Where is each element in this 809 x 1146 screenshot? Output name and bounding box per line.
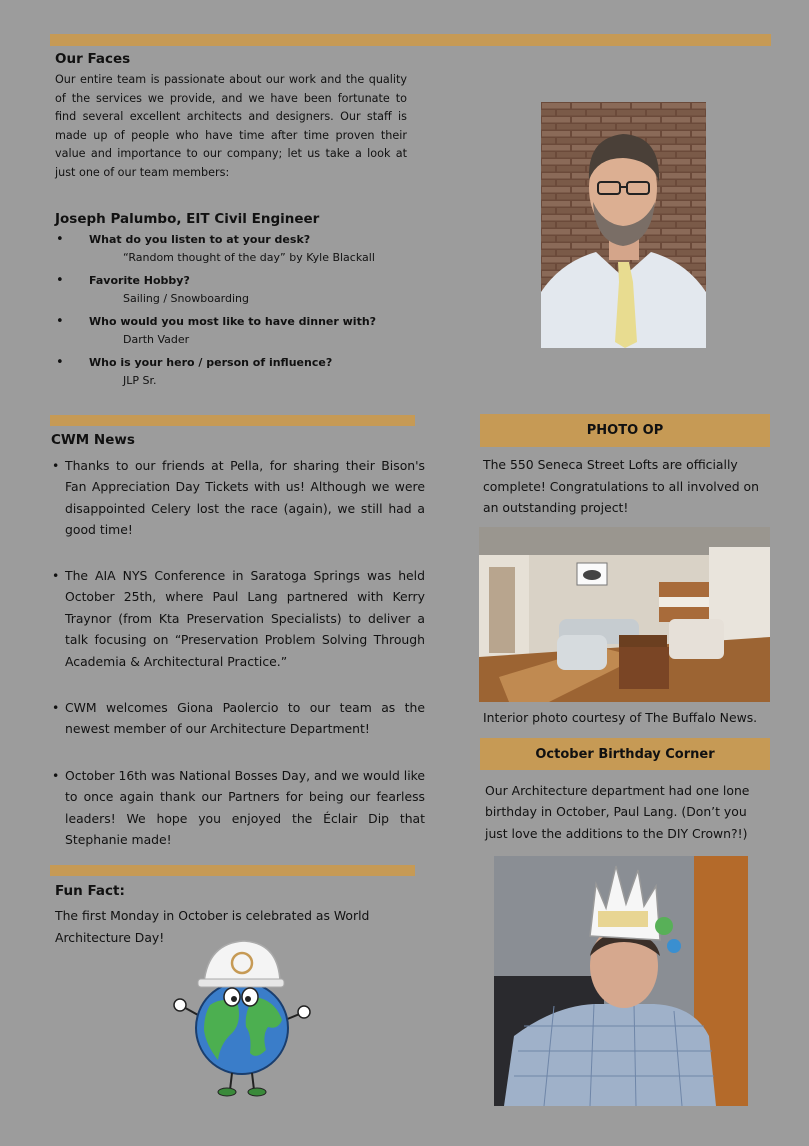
profile-name: Joseph Palumbo, EIT Civil Engineer	[55, 211, 320, 227]
fun-fact-text: The first Monday in October is celebrated as World Architecture Day!	[55, 908, 370, 945]
news-text: October 16th was National Bosses Day, and we would like to once again thank our Partners for being our fearless leaders! We hope you enjoyed the Éclair Dip that Stephanie made!	[65, 768, 425, 848]
birthday-photo	[494, 856, 748, 1106]
bullet: •	[56, 355, 64, 370]
photo-op-text: The 550 Seneca Street Lofts are officially complete! Congratulations to all involved on an outstanding project!	[483, 457, 759, 515]
qa-question: Favorite Hobby?	[89, 274, 190, 287]
photo-op-header	[480, 414, 770, 447]
birthday-header	[480, 738, 770, 770]
news-text: Thanks to our friends at Pella, for sharing their Bison's Fan Appreciation Day Tickets with us! Although we were disappointed Celery lost the race (again), we still had a good time!	[65, 458, 425, 538]
our-faces-title: Our Faces	[55, 51, 131, 67]
profile-photo	[541, 102, 706, 348]
news-item	[50, 765, 425, 851]
qa-question: Who is your hero / person of influence?	[89, 356, 333, 369]
qa-item	[56, 232, 409, 274]
qa-answer: Darth Vader	[123, 333, 190, 346]
bullet: •	[52, 768, 60, 783]
loft-interior-photo	[479, 527, 770, 702]
bullet: •	[52, 700, 60, 715]
qa-item	[56, 314, 409, 356]
birthday-text: Our Architecture department had one lone birthday in October, Paul Lang. (Don’t you just love the additions to the DIY Crown?!)	[485, 783, 750, 841]
section-divider-funfact	[50, 865, 415, 876]
qa-question: Who would you most like to have dinner with?	[89, 315, 377, 328]
photo-op-title: PHOTO OP	[586, 423, 664, 438]
news-text: CWM welcomes Giona Paolercio to our team as the newest member of our Architecture Department!	[65, 700, 425, 737]
qa-item	[56, 355, 409, 397]
bullet: •	[56, 314, 64, 329]
section-divider-top	[50, 34, 771, 46]
qa-answer: “Random thought of the day” by Kyle Blackall	[123, 251, 375, 264]
news-item	[50, 565, 425, 672]
qa-item	[56, 273, 409, 315]
bullet: •	[52, 568, 60, 583]
globe-mascot-illustration	[170, 935, 315, 1100]
qa-question: What do you listen to at your desk?	[89, 233, 311, 246]
news-item	[50, 697, 425, 740]
fun-fact-title: Fun Fact:	[55, 883, 125, 899]
bullet: •	[56, 273, 64, 288]
our-faces-intro: Our entire team is passionate about our work and the quality of the services we provide, and we have been fortunate to find several excellent architects and designers. Our staff is made up of people who have time after time proven their value and importance to our company; let us take a look at just one of our team members:	[55, 73, 407, 179]
photo-op-caption: Interior photo courtesy of The Buffalo News.	[483, 710, 758, 725]
news-text: The AIA NYS Conference in Saratoga Springs was held October 25th, where Paul Lang partnered with Kerry Traynor (from Kta Preservation Specialists) to deliver a talk focusing on “Preservation Problem Solving Through Academia & Architectural Practice.”	[65, 568, 425, 669]
birthday-title: October Birthday Corner	[535, 746, 715, 762]
section-divider-news	[50, 415, 415, 426]
news-title: CWM News	[51, 432, 135, 448]
news-item	[50, 455, 425, 541]
bullet: •	[56, 232, 64, 247]
qa-answer: Sailing / Snowboarding	[123, 292, 250, 305]
profile-qa-list	[56, 232, 409, 397]
bullet: •	[52, 458, 60, 473]
qa-answer: JLP Sr.	[123, 374, 157, 387]
